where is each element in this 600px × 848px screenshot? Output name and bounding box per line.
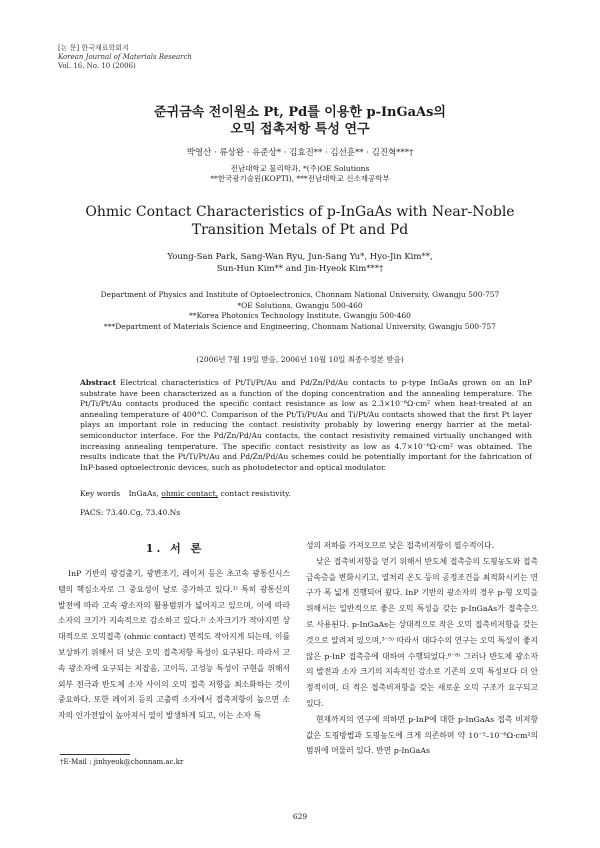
english-affiliation-line: **Korea Photonics Technology Institute, Gwangju 500-460: [189, 311, 411, 320]
journal-volume: Vol. 16, No. 10 (2006): [58, 62, 136, 70]
english-authors-line1: Young-San Park, Sang-Wan Ryu, Jun-Sang Yu*, Hyo-Jin Kim**,: [167, 252, 433, 262]
footnote-divider: [60, 754, 130, 755]
received-dates: (2006년 7월 19일 받음, 2006년 10월 10일 최종수정본 받음): [196, 355, 404, 364]
korean-title-line2: 오믹 접촉저항 특성 연구: [230, 122, 370, 137]
english-title: [0, 203, 600, 239]
korean-title-line1: 준귀금속 전이원소 Pt, Pd를 이용한 p-InGaAs의: [153, 105, 446, 120]
paragraph: 성의 저하를 가져오므로 낮은 접촉비저항이 필수적이다.: [306, 541, 495, 550]
keywords: [80, 489, 291, 498]
korean-title: [0, 104, 600, 138]
english-authors-line2: Sun-Hun Kim** and Jin-Hyeok Kim***†: [216, 264, 384, 274]
abstract: [80, 378, 532, 473]
english-affiliations: [40, 290, 560, 332]
english-authors: [0, 251, 600, 275]
english-affiliation-line: *OE Solutions, Gwangju 500-460: [237, 300, 363, 310]
english-affiliation-line: Department of Physics and Institute of Optoelectronics, Chonnam National University, Gwangju 500-757: [100, 290, 500, 299]
paragraph: 현재까지의 연구에 의하면 p-InP에 대한 p-InGaAs 접촉 비저항 값은 도핑방법과 도핑농도에 크게 의존하며 약 10⁻⁵–10⁻⁶Ω·cm²의 범위에 머물러 있다. 반면 p-InGaAs: [306, 714, 538, 756]
keyword: InGaAs,: [128, 489, 159, 498]
korean-affiliations: [0, 164, 600, 184]
right-column: [306, 538, 538, 759]
keywords-label: Key words: [80, 489, 121, 498]
english-title-line2: Transition Metals of Pt and Pd: [191, 222, 409, 238]
english-title-line1: Ohmic Contact Characteristics of p-InGaAs with Near-Noble: [85, 204, 515, 220]
journal-name-en: Korean Journal of Materials Research: [58, 53, 192, 61]
page-number: 629: [292, 812, 308, 821]
keyword: ohmic contact,: [161, 489, 219, 498]
left-column: [58, 566, 290, 724]
journal-header-line1: [논 문] 한국재료학회지: [58, 44, 129, 52]
paragraph: 낮은 접촉비저항을 얻기 위해서 반도체 접촉층의 도핑농도와 접촉 금속층을 변화시키고, 열처리 온도 등의 공정조건을 최적화시키는 연구가 폭 넓게 진행되어 왔다. InP 기반의 광소자의 경우 p-형 오믹을 위해서는 일반적으로 좋은 오믹 특성을 갖는 p-InGaAs가 접촉층으로 사용된다. p-InGaAs는 상대적으로 작은 오믹 접촉비저항을 갖는 것으로 알려져 있으며,³⁻⁵⁾ 따라서 대다수의 연구는 오믹 특성이 좋지 않은 p-InP 접촉층에 대하여 수행되었다.⁶⁻⁸⁾ 그러나 반도체 광소자의 발전과 소자 크기의 지속적인 감소로 기존의 오믹 특성보다 더 안정적이며, 더 적은 접촉비저항을 갖는 새로운 오믹 구조가 요구되고 있다.: [306, 556, 538, 708]
korean-authors: 박영산 · 류상완 · 유준상* · 김효진** · 김선훈** · 김진혁***†: [186, 148, 414, 158]
korean-affiliation-line2: **한국광기술원(KOPTI), ***전남대학교 신소재공학부: [210, 174, 390, 183]
section-heading-introduction: 1. 서 론: [145, 542, 205, 555]
journal-header: [58, 44, 192, 71]
abstract-text: Electrical characteristics of Pt/Ti/Pt/Au and Pd/Zn/Pd/Au contacts to p-type InGaAs grown on an InP substrate have been characterized as a function of the doping concentration and the annealing temperature. The Pt/Ti/Pt/Au contacts produced the specific contact resistance as low as 2.3×10⁻⁶Ω·cm² when heat-treated at an annealing temperature of 400°C. Comparison of the Pt/Ti/Pt/Au and Ti/Pt/Au contacts showed that the first Pt layer plays an important role in reducing the contact resistivity probably by lowering energy barrier at the metal-semiconductor interface. For the Pd/Zn/Pd/Au contacts, the contact resistivity remained virtually unchanged with increasing annealing temperature. The specific contact resistivity as low as 4.7×10⁻⁶Ω·cm² was obtained. The results indicate that the Pt/Ti/Pt/Au and Pd/Zn/Pd/Au schemes could be potentially important for the fabrication of InP-based optoelectronic devices, such as photodetector and optical modulator.: [80, 378, 532, 472]
keyword: contact resistivity.: [220, 489, 291, 498]
pacs-codes: PACS: 73.40.Cg, 73.40.Ns: [80, 508, 181, 517]
english-affiliation-line: ***Department of Materials Science and Engineering, Chonnam National University, Gwangju 500-757: [104, 321, 496, 331]
abstract-label: Abstract: [80, 378, 117, 387]
footnote-email: †E-Mail : jinhyeok@chonnam.ac.kr: [60, 758, 184, 766]
korean-affiliation-line1: 전남대학교 물리학과, *(주)OE Solutions: [230, 164, 370, 173]
paragraph: InP 기반의 광검출기, 광변조기, 레이저 등은 초고속 광통신시스템의 핵심소자로 그 중요성이 날로 증가하고 있다.¹⁾ 특히 광통신의 발전에 따라 고속 광소자의 활용범위가 넓어지고 있으며, 이에 따라 소자의 크기가 지속적으로 감소하고 있다.²⁾ 소자크기가 작아지면 상대적으로 오믹접촉 (ohmic contact) 면적도 작아지게 되는데, 이를 보상하기 위해서 더 낮은 오믹 접촉저항 특성이 요구된다. 따라서 고속 광소자에 요구되는 저잡음, 고이득, 고성능 특성이 구현을 위해서 외부 전극과 반도체 소자 사이의 오믹 접촉 저항을 최소화하는 것이 중요하다. 또한 레이저 등의 고출력 소자에서 접촉저항이 높으면 소자의 인가전압이 높아져서 열이 발생하게 되고, 이는 소자 특: [58, 569, 290, 721]
